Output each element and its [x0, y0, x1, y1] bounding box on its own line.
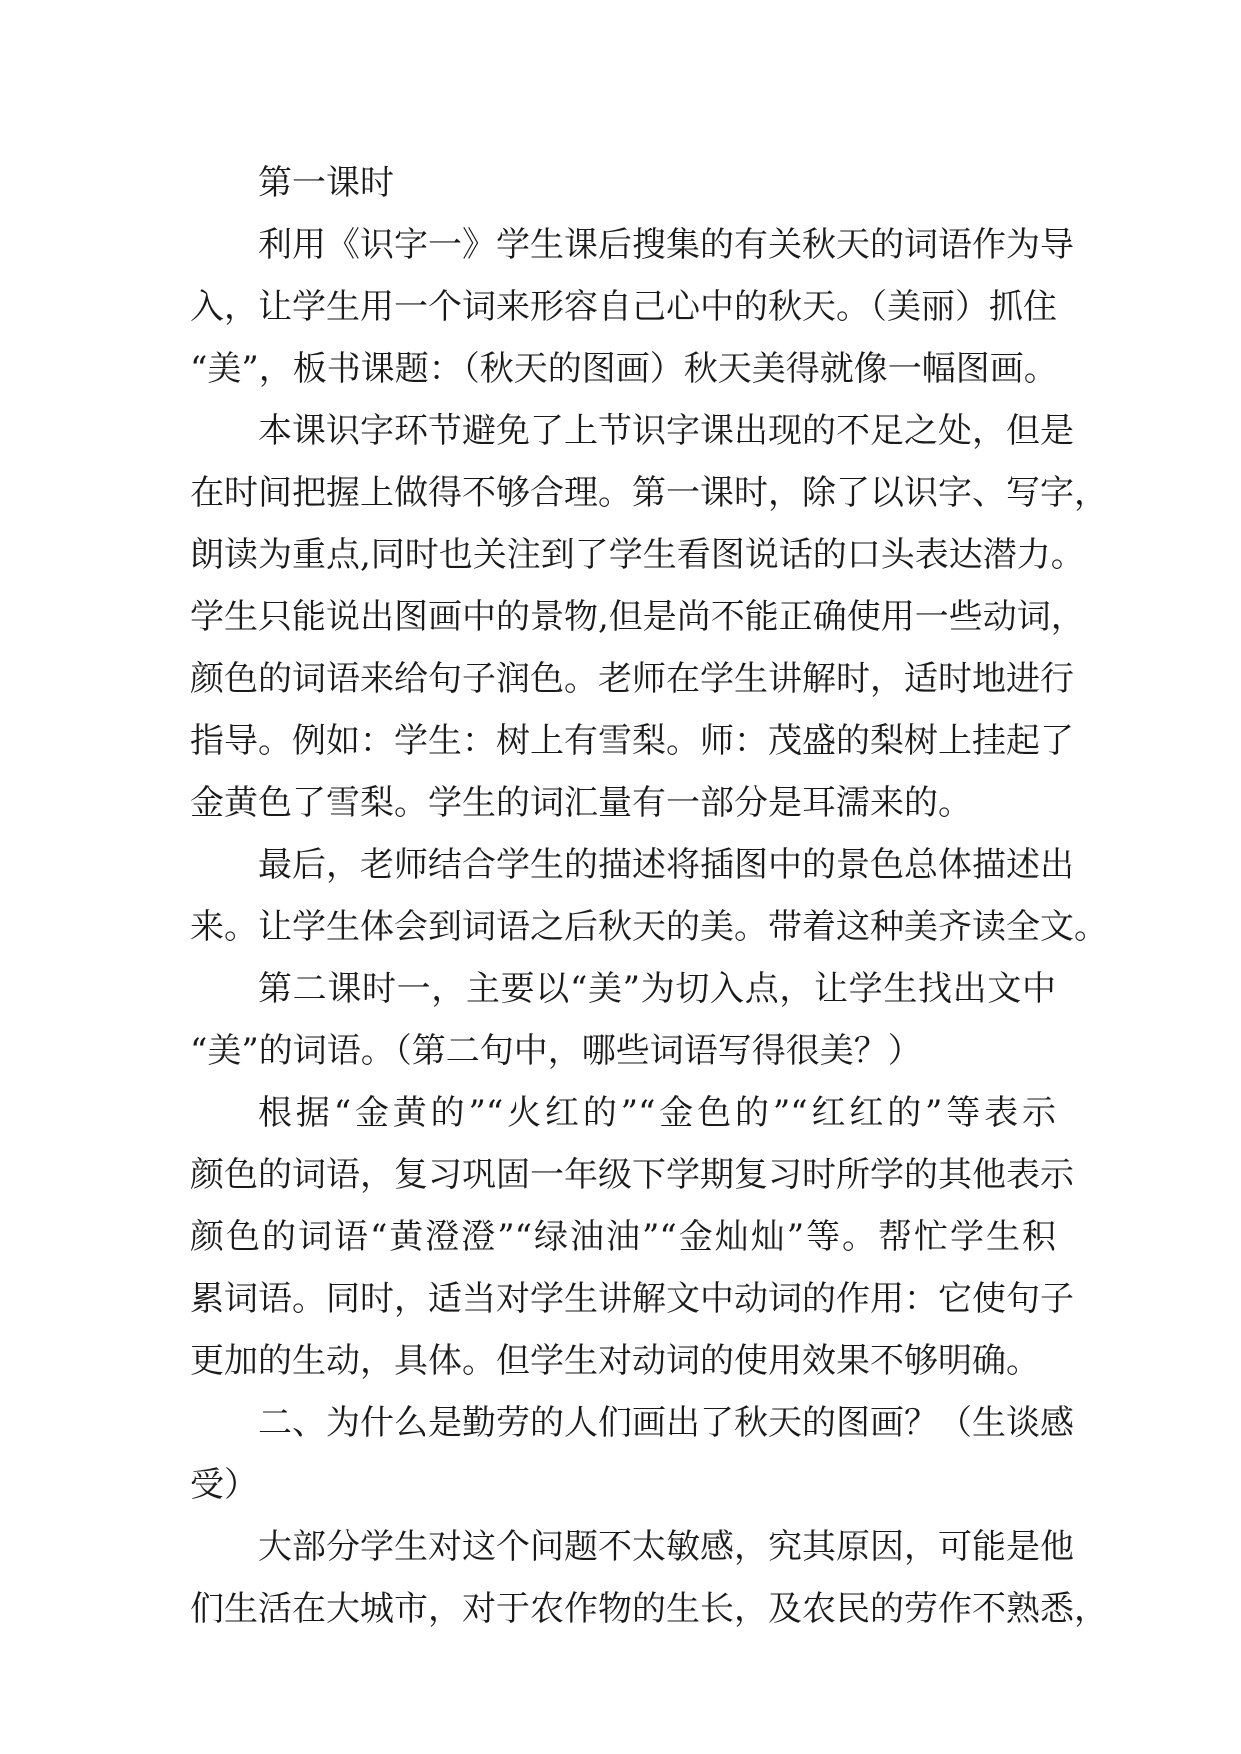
text-line: 颜色的词语来给句子润色。老师在学生讲解时，适时地进行 — [190, 659, 1074, 699]
text-line: “美”的词语。（第二句中，哪些词语写得很美？） — [190, 1031, 922, 1071]
text-line: 利用《识字一》学生课后搜集的有关秋天的词语作为导 — [258, 225, 1074, 265]
text-line: 二、为什么是勤劳的人们画出了秋天的图画？（生谈感 — [258, 1403, 1074, 1443]
text-line: 颜色的词语，复习巩固一年级下学期复习时所学的其他表示 — [190, 1155, 1074, 1195]
text-line: 累词语。同时，适当对学生讲解文中动词的作用：它使句子 — [190, 1279, 1074, 1319]
text-line: 朗读为重点,同时也关注到了学生看图说话的口头表达潜力。 — [190, 535, 1085, 575]
text-line: 受） — [190, 1465, 258, 1505]
text-line: 入，让学生用一个词来形容自己心中的秋天。（美丽）抓住 — [190, 287, 1057, 327]
text-line: 大部分学生对这个问题不太敏感，究其原因，可能是他 — [258, 1527, 1074, 1567]
text-line: 第二课时一，主要以“美”为切入点，让学生找出文中 — [258, 969, 1056, 1009]
text-line: 颜色的词语“黄澄澄”“绿油油”“金灿灿”等。帮忙学生积 — [190, 1217, 1056, 1257]
text-line: “美”，板书课题：（秋天的图画）秋天美得就像一幅图画。 — [190, 349, 1058, 389]
text-line: 指导。例如：学生：树上有雪梨。师：茂盛的梨树上挂起了 — [190, 721, 1074, 761]
text-line: 第一课时 — [258, 163, 394, 203]
text-line: 最后，老师结合学生的描述将插图中的景色总体描述出 — [258, 845, 1074, 885]
text-line: 本课识字环节避免了上节识字课出现的不足之处，但是 — [258, 411, 1074, 451]
text-line: 们生活在大城市，对于农作物的生长，及农民的劳作不熟悉， — [190, 1589, 1108, 1629]
text-line: 在时间把握上做得不够合理。第一课时，除了以识字、写字， — [190, 473, 1108, 513]
text-line: 更加的生动，具体。但学生对动词的使用效果不够明确。 — [190, 1341, 1040, 1381]
text-line: 来。让学生体会到词语之后秋天的美。带着这种美齐读全文。 — [190, 907, 1108, 947]
text-line: 学生只能说出图画中的景物,但是尚不能正确使用一些动词， — [190, 597, 1085, 637]
text-line: 根据“金黄的”“火红的”“金色的”“红红的”等表示 — [258, 1093, 1056, 1133]
document-body — [190, 152, 1108, 1640]
text-line: 金黄色了雪梨。学生的词汇量有一部分是耳濡来的。 — [190, 783, 972, 823]
